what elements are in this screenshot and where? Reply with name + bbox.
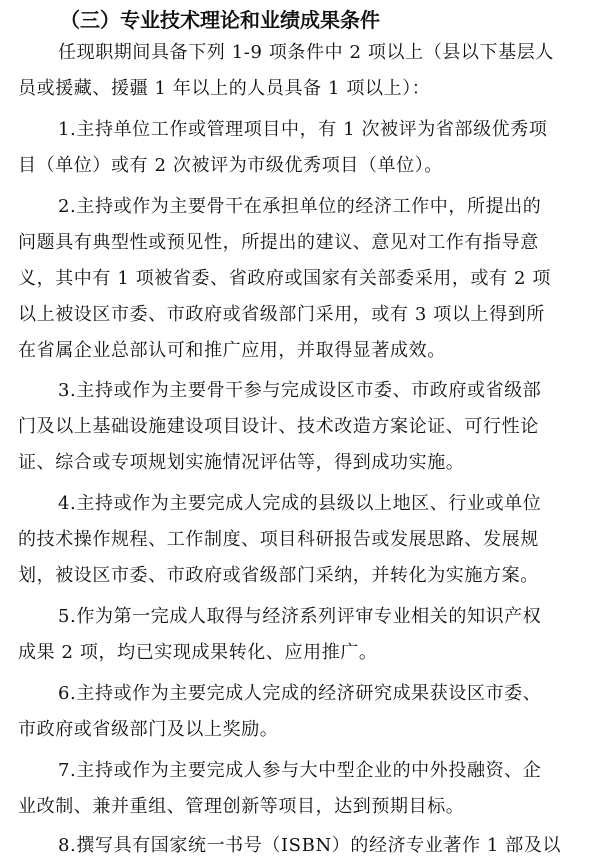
item-3-line-2: 门及以上基础设施建设项目设计、技术改造方案论证、可行性论	[18, 416, 539, 437]
item-1-line-1: 1.主持单位工作或管理项目中，有 1 次被评为省部级优秀项	[58, 119, 548, 140]
item-5-line-2: 成果 2 项，均已实现成果转化、应用推广。	[18, 642, 378, 663]
item-2-line-1: 2.主持或作为主要骨干在承担单位的经济工作中，所提出的	[58, 196, 542, 217]
item-7-line-1: 7.主持或作为主要完成人参与大中型企业的中外投融资、企	[58, 760, 542, 781]
item-4-line-1: 4.主持或作为主要完成人完成的县级以上地区、行业或单位	[58, 493, 542, 514]
intro-line-1: 任现职期间具备下列 1-9 项条件中 2 项以上（县以下基层人	[58, 42, 554, 63]
item-5-line-1: 5.作为第一完成人取得与经济系列评审专业相关的知识产权	[58, 606, 542, 627]
item-2-line-5: 在省属企业总部认可和推广应用，并取得显著成效。	[18, 340, 446, 361]
item-2-line-4: 以上被设区市委、市政府或省级部门采用，或有 3 项以上得到所	[18, 304, 545, 325]
item-3-line-1: 3.主持或作为主要骨干参与完成设区市委、市政府或省级部	[58, 380, 542, 401]
item-7-line-2: 业改制、兼并重组、管理创新等项目，达到预期目标。	[18, 796, 465, 817]
item-2-line-3: 义，其中有 1 项被省委、省政府或国家有关部委采用，或有 2 项	[18, 268, 551, 289]
item-4-line-3: 划，被设区市委、市政府或省级部门采纳，并转化为实施方案。	[18, 565, 539, 586]
intro-line-2: 员或援藏、援疆 1 年以上的人员具备 1 项以上）：	[18, 78, 431, 99]
item-6-line-1: 6.主持或作为主要完成人完成的经济研究成果获设区市委、	[58, 683, 542, 704]
item-2-line-2: 问题具有典型性或预见性，所提出的建议、意见对工作有指导意	[18, 232, 539, 253]
item-6-line-2: 市政府或省级部门及以上奖励。	[18, 719, 279, 740]
item-4-line-2: 的技术操作规程、工作制度、项目科研报告或发展思路、发展规	[18, 529, 539, 550]
item-3-line-3: 证、综合或专项规划实施情况评估等，得到成功实施。	[18, 452, 465, 473]
item-8-line-1: 8.撰写具有国家统一书号（ISBN）的经济专业著作 1 部及以	[58, 835, 562, 856]
item-1-line-2: 目（单位）或有 2 次被评为市级优秀项目（单位）。	[18, 155, 443, 176]
section-heading: （三）专业技术理论和业绩成果条件	[60, 8, 380, 32]
